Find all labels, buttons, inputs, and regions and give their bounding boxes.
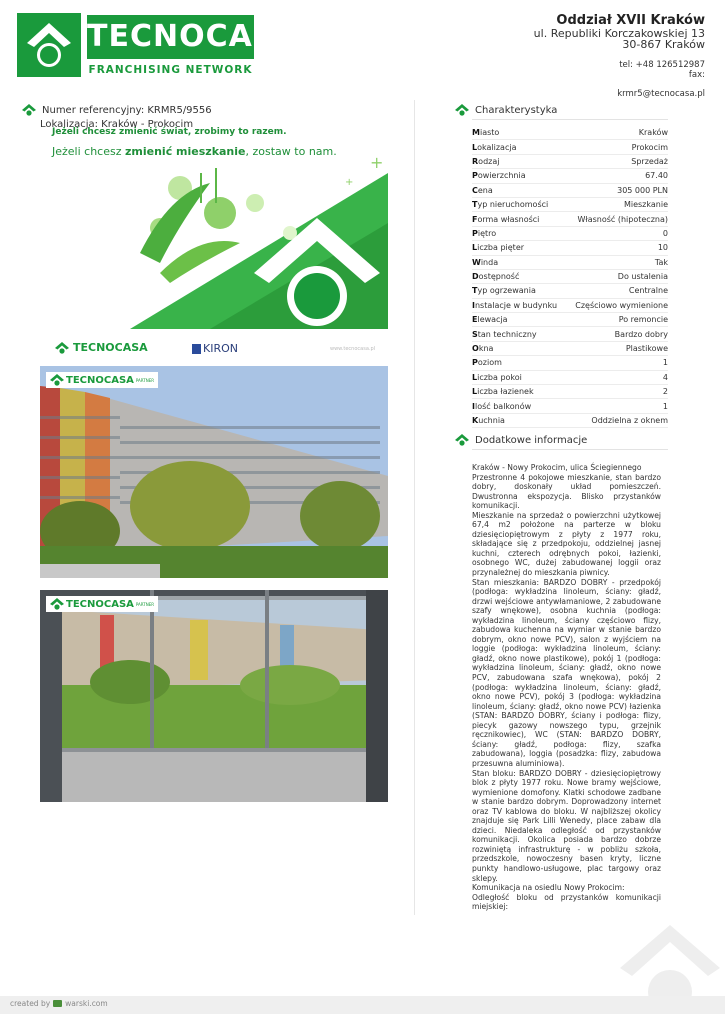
characteristic-label-rest: kna: [478, 344, 494, 354]
characteristic-label-rest: tan techniczny: [477, 329, 537, 339]
tecnocasa-house-icon: [50, 598, 64, 610]
footer-site: warski.com: [65, 999, 108, 1008]
characteristic-label-initial: P: [472, 171, 478, 181]
characteristic-row: [472, 414, 668, 428]
description-paragraph: Stan bloku: BARDZO DOBRY - dziesięciopiętrowy blok z płyty 1977 roku. Nowe bramy wejściowe, wymienione domofony. Klatki schodowe zadbane w stanie bardzo dobrym. Doprowadzony internet oraz TV kablowa do bloku. W najbliższej okolicy znajduje się Park Lilli Wenedy, place zabaw dla dzieci. Niedaleka odległość od przystanków komunikacji. Okolica posiada bardzo dobrze rozwiniętą infrastrukturę - w pobliżu szkoła, przedszkole, nowoczesny basen kryty, liczne punkty handlowo-usługowe, plac targowy oraz sklepy.: [472, 768, 661, 883]
logo-tagline: FRANCHISING NETWORK: [88, 64, 253, 76]
characteristic-value: Sprzedaż: [631, 156, 668, 166]
characteristic-label-rest: iętro: [477, 228, 497, 238]
characteristic-label: [472, 128, 499, 137]
characteristic-row: [472, 155, 668, 169]
characteristic-label-initial: T: [472, 286, 478, 296]
additional-info-underline: [472, 449, 668, 450]
characteristic-value: Bardzo dobry: [614, 329, 668, 339]
characteristic-label-initial: W: [472, 257, 481, 267]
characteristic-label-rest: nstalacje w budynku: [474, 300, 558, 310]
characteristic-label: [472, 402, 531, 411]
photo-badge-sub: PARTNER: [135, 601, 155, 607]
characteristic-value: Centralne: [628, 286, 668, 296]
characteristic-label-rest: odzaj: [478, 156, 500, 166]
characteristic-value: Prokocim: [631, 142, 668, 152]
description-paragraph: Odległość bloku od przystanków komunikacji miejskiej:: [472, 892, 661, 912]
characteristic-label-rest: inda: [480, 257, 499, 267]
characteristic-label: [472, 243, 524, 252]
characteristic-label-rest: iasto: [479, 128, 500, 138]
banner-line-2-prefix: Jeżeli chcesz: [52, 145, 125, 158]
characteristic-value: 4: [662, 372, 668, 382]
logo-brand-text: TECNOCASA: [87, 15, 254, 59]
characteristic-label-initial: L: [472, 372, 478, 382]
banner-line-2: [52, 145, 337, 158]
characteristic-label-rest: ena: [477, 185, 493, 195]
tecnocasa-logo: [17, 13, 300, 77]
additional-info-header: [455, 434, 587, 446]
characteristic-label-rest: lewacja: [477, 315, 508, 325]
characteristic-row: [472, 184, 668, 198]
characteristic-value: Do ustalenia: [617, 272, 668, 282]
characteristic-label: [472, 358, 502, 367]
strip-tecnocasa-logo: [54, 341, 148, 354]
characteristic-label-initial: D: [472, 272, 479, 282]
characteristic-label: [472, 373, 522, 382]
footer-credit[interactable]: [10, 999, 108, 1008]
banner-line-1: Jeżeli chcesz zmienić świat, zrobimy to razem.: [52, 127, 287, 137]
characteristic-label-rest: lość balkonów: [474, 401, 532, 411]
office-street: ul. Republiki Korczakowskiej 13: [533, 27, 705, 40]
warski-logo-icon: [53, 1000, 62, 1007]
characteristic-label-initial: P: [472, 228, 478, 238]
photo-badge-brand: TECNOCASA: [66, 598, 134, 610]
characteristic-label: [472, 200, 548, 209]
characteristic-row: [472, 227, 668, 241]
photo-building: [40, 366, 388, 578]
characteristic-row: [472, 371, 668, 385]
description-paragraph: Komunikacja na osiedlu Nowy Prokocim:: [472, 883, 625, 893]
characteristic-value: Częściowo wymienione: [575, 300, 668, 310]
characteristic-label-rest: iczba łazienek: [477, 387, 534, 397]
characteristic-label-rest: uchnia: [478, 416, 505, 425]
characteristic-label-initial: I: [472, 300, 475, 310]
characteristic-value: 2: [662, 387, 668, 397]
characteristic-label: [472, 344, 493, 353]
characteristic-label-rest: yp nieruchomości: [477, 200, 549, 210]
characteristics-header: [455, 104, 557, 116]
characteristic-value: 10: [657, 243, 668, 253]
characteristic-label-initial: O: [472, 344, 479, 354]
location: Lokalizacja: Kraków - Prokocim: [40, 119, 194, 130]
characteristic-value: Kraków: [638, 128, 668, 138]
strip-tecnocasa-text: TECNOCASA: [73, 341, 148, 354]
characteristic-row: [472, 241, 668, 255]
tecnocasa-house-icon: [455, 434, 469, 446]
characteristic-label: [472, 330, 537, 339]
characteristic-label-initial: P: [472, 358, 478, 368]
footer-bar: [0, 996, 725, 1014]
photo-badge: [46, 372, 158, 388]
strip-kiron-logo: [192, 342, 238, 355]
svg-text:+: +: [370, 153, 384, 172]
column-divider: [414, 100, 415, 915]
characteristic-row: [472, 270, 668, 284]
tecnocasa-house-icon: [50, 374, 64, 386]
photo-badge: [46, 596, 158, 612]
characteristic-value: 1: [662, 401, 668, 411]
description-paragraph: Mieszkanie na sprzedaż o powierzchni użytkowej 67,4 m2 położone na parterze w bloku dziesięciopiętrowym z płyty z 1977 roku, składające się z przedpokoju, oddzielnej jasnej kuchni, czterech odrębnych pokoi, łazienki, osobnego WC, dużej zabudowanej loggii oraz przynależnej do mieszkania piwnicy.: [472, 510, 661, 578]
characteristic-label-initial: L: [472, 142, 478, 152]
characteristic-label: [472, 186, 493, 195]
characteristic-value: 305 000 PLN: [617, 185, 668, 195]
photo-loggia: [40, 590, 388, 802]
characteristic-row: [472, 313, 668, 327]
characteristics-table: [472, 126, 668, 428]
characteristic-label: [472, 215, 539, 224]
characteristic-value: Tak: [654, 257, 668, 267]
banner-line-2-suffix: , zostaw to nam.: [245, 145, 337, 158]
office-fax: fax:: [688, 70, 705, 80]
characteristic-value: Plastikowe: [625, 344, 668, 354]
characteristic-label: [472, 229, 496, 238]
characteristic-row: [472, 342, 668, 356]
description-paragraph: Stan mieszkania: BARDZO DOBRY - przedpokój (podłoga: wykładzina linoleum, ściany: gładź, drzwi wejściowe antywłamaniowe, 2 zabudowane szafy wnękowe), osobna kuchnia (podłoga: wykładzina linoleum, ściany częściowo flizy, zabudowa kuchenna na wymiar w stanie bardzo dobrym, okno nowe PCV), salon z wyjściem na loggie (podłoga: wykładzina linoleum, ściany: gładź, okno nowe plastikowe), pokój 1 (podłoga: wykładzina linoleum, ściany: gładź, okno nowe PCV, zabudowana szafa wnękowa), pokój 2 (podłoga: wykładzina linoleum, ściany: gładź, okno nowe PCV), pokój 3 (podłoga: wykładzina linoleum, ściany: gładź, okno nowe PCV) łazienka (STAN: BARDZO DOBRY, ściany i podłoga: flizy, piecyk gazowy nowszego typu, grzejnik ręcznikowiec), WC (STAN: BARDZO DOBRY, ściany: gładź, podłoga: flizy, szafka zabudowana), loggia (posadzka: flizy, zabudowa przesuwna aluminiowa).: [472, 577, 661, 768]
characteristic-value: Mieszkanie: [623, 200, 668, 210]
tecnocasa-house-icon: [54, 342, 70, 354]
photo-badge-sub: PARTNER: [135, 377, 155, 383]
characteristic-value: 0: [662, 228, 668, 238]
characteristic-label-rest: okalizacja: [477, 142, 517, 152]
characteristic-label: [472, 272, 519, 281]
characteristic-label: [472, 143, 516, 152]
characteristic-label-rest: ostępność: [478, 272, 520, 282]
characteristic-label: [472, 171, 526, 180]
characteristic-label-rest: iczba pokoi: [477, 372, 522, 382]
characteristic-label: [472, 416, 505, 425]
office-name: Oddział XVII Kraków: [556, 13, 705, 28]
characteristic-row: [472, 256, 668, 270]
photo-badge-brand: TECNOCASA: [66, 374, 134, 386]
characteristic-label: [472, 157, 499, 166]
house-logo-icon: [17, 13, 81, 77]
characteristic-row: [472, 198, 668, 212]
reference-number: Numer referencyjny: KRMR5/9556: [42, 104, 212, 116]
characteristic-row: [472, 169, 668, 183]
characteristic-row: [472, 356, 668, 370]
characteristic-label-rest: iczba pięter: [477, 243, 525, 253]
characteristic-row: [472, 385, 668, 399]
characteristic-label-initial: I: [472, 401, 475, 411]
characteristic-row: [472, 140, 668, 154]
characteristic-label-initial: K: [472, 416, 479, 425]
characteristic-label-initial: S: [472, 329, 478, 339]
characteristic-value: Oddzielna z oknem: [591, 416, 668, 425]
characteristic-value: 1: [662, 358, 668, 368]
additional-info-title: Dodatkowe informacje: [475, 434, 588, 446]
strip-website: www.tecnocasa.pl: [330, 346, 376, 352]
strip-kiron-text: KIRON: [203, 342, 238, 355]
characteristic-label-initial: E: [472, 315, 478, 325]
characteristic-label: [472, 387, 534, 396]
characteristic-label-rest: yp ogrzewania: [477, 286, 536, 296]
characteristic-label-rest: oziom: [477, 358, 502, 368]
characteristic-value: Po remoncie: [618, 315, 668, 325]
characteristic-label-initial: F: [472, 214, 478, 224]
office-email[interactable]: krmr5@tecnocasa.pl: [617, 89, 705, 99]
characteristic-label-initial: T: [472, 200, 478, 210]
office-city: 30-867 Kraków: [622, 38, 705, 51]
tecnocasa-house-icon: [22, 104, 36, 116]
reference-number-header: [22, 104, 212, 116]
characteristic-label-initial: C: [472, 185, 478, 195]
characteristic-label-initial: R: [472, 156, 479, 166]
characteristic-row: [472, 212, 668, 226]
description-paragraph: Kraków - Nowy Prokocim, ulica Ściegiennego: [472, 463, 642, 472]
characteristic-label: [472, 286, 536, 295]
characteristic-label-initial: L: [472, 243, 478, 253]
characteristic-label: [472, 258, 498, 267]
characteristic-value: 67.40: [645, 171, 668, 181]
characteristics-title: Charakterystyka: [475, 104, 558, 116]
characteristics-underline: [472, 119, 668, 120]
tecnocasa-house-icon: [455, 104, 469, 116]
characteristic-label: [472, 301, 557, 310]
kiron-flag-icon: [192, 344, 201, 354]
banner-line-2-bold: zmienić mieszkanie: [125, 145, 246, 158]
characteristic-row: [472, 126, 668, 140]
photo-logos-strip: [40, 335, 388, 361]
office-info: [534, 13, 705, 99]
characteristic-label-rest: orma własności: [477, 214, 540, 224]
office-tel: tel: +48 126512987: [619, 60, 705, 70]
characteristic-label-rest: owierzchnia: [477, 171, 526, 181]
description-paragraph: Przestronne 4 pokojowe mieszkanie, stan bardzo dobry, doskonały układ pomieszczeń. Dwustronna ekspozycja. Blisko przystanków komunikacji.: [472, 472, 661, 511]
characteristic-row: [472, 299, 668, 313]
footer-created-by: created by: [10, 999, 51, 1008]
svg-text:+: +: [345, 177, 354, 188]
additional-info-text: [472, 463, 661, 912]
characteristic-row: [472, 284, 668, 298]
characteristic-row: [472, 399, 668, 413]
photo-banner: [40, 127, 388, 329]
characteristic-value: Własność (hipoteczna): [577, 214, 668, 224]
characteristic-label-initial: L: [472, 387, 478, 397]
characteristic-label-initial: M: [472, 128, 480, 138]
characteristic-label: [472, 315, 508, 324]
characteristic-row: [472, 327, 668, 341]
